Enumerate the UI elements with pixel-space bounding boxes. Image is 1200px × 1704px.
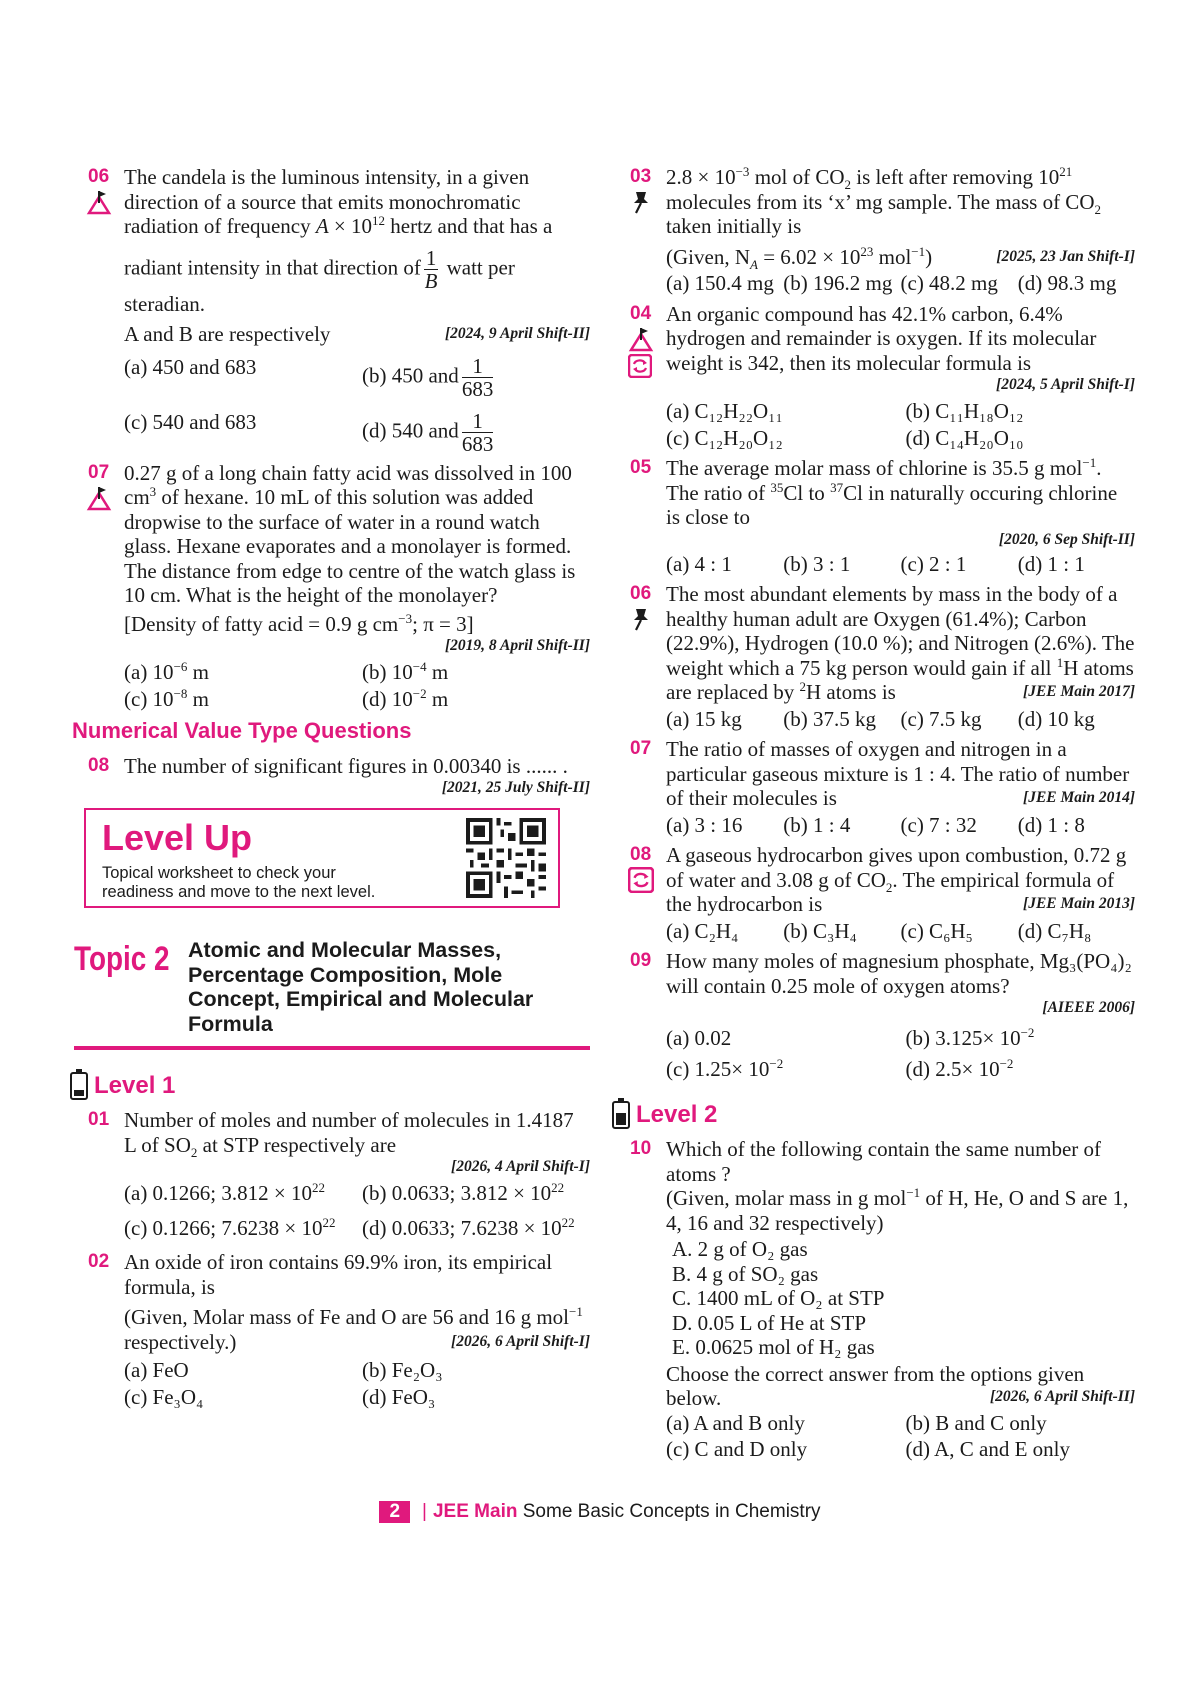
option-d: (d) 0.0633; $7.6238 \times 10^{22}$ — [362, 1214, 575, 1240]
option-a: (a) C₂H₄ — [666, 918, 739, 943]
option-a: (a) A and B only — [666, 1410, 805, 1435]
option-b: (b) 0.0633; $3.812 \times 10^{22}$ — [362, 1180, 565, 1205]
list-item: C. 1400 mL of O₂ at STP — [672, 1286, 885, 1310]
question-07-right: 07 The ratio of masses of oxygen and nitrogen in a particular gaseous mixture is 1 : 4. The ratio of number of their molecules is [JEE Main 2014] (a) 3 : 16 (b) 1 : 4 (c) 7 : 32 (d) 1 : 8 — [630, 737, 1135, 837]
question-07: 07 0.27 g of a long chain fatty acid was dissolved in 100 $cm^3$ of hexane. 10 mL of this solution was added dropwise to the surface of water in a round watch glass. Hexane evaporates and a monolayer is formed. The distance from edge to centre of the watch glass is 10 cm. What is the height of the monolayer? [Density of fatty acid = 0.9 g $cm^{-3}$; π = 3] [2019, 8 April Shift-II] (a) $10^{-6}$ m (b) $10^{-4}$ m (c) $10^{-8}$ m (d) $10^{-2}$ m — [88, 460, 590, 711]
option-d: (d) A, C and E only — [905, 1437, 1070, 1461]
source-tag: [2021, 25 July Shift-II] — [441, 779, 590, 796]
option-c: (c) 48.2 mg — [900, 271, 998, 295]
option-d: (d) C₁₄H₂₀O₁₀ — [905, 425, 1024, 450]
footer-separator: | — [422, 1501, 427, 1522]
refresh-icon — [628, 354, 652, 378]
option-c: (c) 7 : 32 — [900, 812, 977, 837]
list-item: A. 2 g of O₂ gas — [672, 1237, 808, 1261]
question-number: 10 — [630, 1138, 652, 1159]
page-number: 2 — [379, 1501, 410, 1523]
question-08: 08 The number of significant figures in 0.00340 is ...... . [2021, 25 July Shift-II] — [88, 753, 590, 796]
option-b: (b) 450 and $\frac{1}{683}$ — [362, 353, 494, 401]
footer-title: Some Basic Concepts in Chemistry — [522, 1501, 821, 1522]
option-d: (d) $2.5\times 10^{-2}$ — [905, 1055, 1014, 1081]
option-d: (d) 98.3 mg — [1017, 271, 1117, 295]
source-tag: [2026, 6 April Shift-I] — [451, 1332, 590, 1350]
question-number: 08 — [630, 844, 652, 865]
source-tag: [2026, 4 April Shift-I] — [451, 1158, 590, 1175]
option-c: (c) Fe₃O₄ — [124, 1384, 204, 1409]
flag-pyramid-icon — [86, 485, 112, 511]
option-b: (b) 3 : 1 — [783, 551, 851, 576]
option-d: (d) 10 kg — [1017, 706, 1095, 731]
option-c: (c) C and D only — [666, 1437, 808, 1461]
topic-title: Atomic and Molecular Masses, Percentage Composition, Mole Concept, Empirical and Molecular Formula — [188, 938, 534, 1036]
source-tag: [JEE Main 2017] — [1023, 683, 1135, 700]
pin-icon — [628, 606, 654, 632]
option-c: (c) $1.25\times 10^{-2}$ — [666, 1055, 784, 1081]
source-tag: [2026, 6 April Shift-II] — [990, 1387, 1135, 1405]
battery-half-icon — [612, 1101, 630, 1129]
options — [666, 813, 1135, 838]
list-item: E. 0.0625 mol of H₂ gas — [672, 1335, 875, 1359]
options — [666, 271, 1135, 296]
option-b: (b) Fe₂O₃ — [362, 1358, 443, 1382]
options — [124, 660, 590, 711]
question-number: 08 — [88, 754, 110, 776]
question-number: 01 — [88, 1109, 110, 1130]
source-tag: [JEE Main 2013] — [1023, 895, 1135, 912]
source-tag: [2019, 8 April Shift-II] — [445, 637, 590, 654]
options — [124, 1358, 590, 1409]
options — [666, 707, 1135, 732]
level-up-subtitle: Topical worksheet to check your readiness and move to the next level. — [102, 864, 376, 901]
option-b: (b) $3.125\times 10^{-2}$ — [905, 1025, 1035, 1050]
source-tag: [2024, 9 April Shift-II] — [445, 325, 590, 342]
question-number: 03 — [630, 166, 652, 187]
list-item: D. 0.05 L of He at STP — [672, 1310, 867, 1335]
option-c: (c) 7.5 kg — [900, 706, 982, 731]
source-tag: [JEE Main 2014] — [1023, 789, 1135, 806]
level-1-heading: Level 1 — [70, 1072, 590, 1100]
option-c: (c) 2 : 1 — [900, 551, 967, 576]
page-footer — [0, 1501, 1200, 1523]
level-2-heading: Level 2 — [612, 1101, 1135, 1129]
question-10: 10 Which of the following contain the same number of atoms ? (Given, molar mass in g mol$^{-1}$ of H, He, O and S are 1, 4, 16 and 32 respectively) A. 2 g of O₂ gas B. 4 g of SO₂ gas C. 1400 mL of O₂ at STP D. 0.05 L of He at STP E. 0.0625 mol of H₂ gas Choose the correct answer from the options given below. [2026, 6 April Shift-II] (a) A and B only (b) B and C only (c) C and D only (d) A, C and E only — [630, 1137, 1135, 1461]
statement-list — [672, 1237, 1135, 1360]
option-b: (b) 37.5 kg — [783, 706, 876, 731]
question-number: 06 — [88, 166, 110, 187]
topic-header — [74, 938, 590, 1050]
option-b: (b) $10^{-4}$ m — [362, 659, 449, 684]
flag-pyramid-icon — [628, 326, 654, 352]
question-number: 07 — [88, 461, 110, 483]
option-c: (c) 0.1266; $7.6238 \times 10^{22}$ — [124, 1214, 336, 1240]
question-number: 07 — [630, 738, 652, 759]
right-column — [630, 165, 1135, 1466]
option-a: (a) 0.02 — [666, 1026, 732, 1050]
question-08-right: 08 A gaseous hydrocarbon gives upon combustion, 0.72 g of water and 3.08 g of $CO_2$. The empirical formula of the hydrocarbon is [JEE Main 2013] (a) C₂H₄ (b) C₃H₄ (c) C₆H₅ (d) C₇H₈ — [630, 843, 1135, 943]
question-03: 03 $2.8 \times 10^{-3}$ mol of $CO_2$ is left after removing $10^{21}$ molecules from its ‘x’ mg sample. The mass of $CO_2$ taken initially is (Given, $N_A = 6.02 \times 10^{23}$ mol$^{-1}$) [2025, 23 Jan Shift-I] (a) 150.4 mg (b) 196.2 mg (c) 48.2 mg (d) 98.3 mg — [630, 164, 1135, 295]
qr-code-icon[interactable] — [466, 818, 546, 898]
option-d: (d) FeO₃ — [362, 1384, 436, 1409]
option-a: (a) 4 : 1 — [666, 551, 732, 576]
option-d: (d) $10^{-2}$ m — [362, 685, 449, 711]
question-number: 02 — [88, 1251, 110, 1272]
numerical-heading: Numerical Value Type Questions — [72, 718, 412, 743]
source-tag: [2024, 5 April Shift-I] — [996, 376, 1135, 393]
options — [666, 399, 1135, 450]
option-d: (d) 1 : 8 — [1017, 812, 1085, 837]
question-06-right: 06 The most abundant elements by mass in the body of a healthy human adult are Oxygen (61.4%); Carbon (22.9%), Hydrogen (10.0 %); and Nitrogen (2.6%). The weight which a 75 kg person would gain if all $^1$H atoms are replaced by $^2$H atoms is [JEE Main 2017] (a) 15 kg (b) 37.5 kg (c) 7.5 kg (d) 10 kg — [630, 582, 1135, 731]
question-09: 09 How many moles of magnesium phosphate, Mg₃(PO₄)₂ will contain 0.25 mole of oxygen atoms? [AIEEE 2006] (a) 0.02 (b) $3.125\times 10^{-2}$ (c) $1.25\times 10^{-2}$ (d) $2.5\times 10^{-2}$ — [630, 949, 1135, 1081]
pin-icon — [628, 189, 654, 215]
list-item: B. 4 g of SO₂ gas — [672, 1261, 819, 1286]
option-a: (a) FeO — [124, 1358, 189, 1382]
question-number: 04 — [630, 302, 652, 324]
option-a: (a) C₁₂H₂₂O₁₁ — [666, 399, 783, 423]
fraction: $\frac{1}{B}$ — [424, 245, 438, 293]
options — [666, 1026, 1135, 1081]
option-b: (b) 196.2 mg — [783, 271, 893, 295]
option-c: (c) $10^{-8}$ m — [124, 685, 209, 711]
options — [124, 355, 590, 455]
topic-label: Topic 2 — [74, 940, 170, 978]
left-column — [72, 165, 590, 1413]
question-number: 09 — [630, 950, 652, 971]
refresh-icon — [628, 867, 654, 893]
question-01: 01 Number of moles and number of molecules in 1.4187 L of $SO_2$ at STP respectively are [2026, 4 April Shift-I] (a) 0.1266; $3.812 \times 10^{22}$ (b) 0.0633; $3.812 \times 10^{22}$ (c) 0.1266; $7.6238 \times 10^{22}$ (d) 0.0633; $7.6238 \times 10^{22}$ — [88, 1108, 590, 1240]
option-b: (b) 1 : 4 — [783, 812, 851, 837]
source-tag: [2020, 6 Sep Shift-II] — [998, 530, 1135, 548]
option-d: (d) 1 : 1 — [1017, 551, 1085, 576]
footer-brand: JEE Main — [432, 1501, 518, 1522]
option-c: (c) C₁₂H₂₀O₁₂ — [666, 425, 783, 450]
flag-pyramid-icon — [86, 189, 112, 215]
option-a: (a) 450 and 683 — [124, 354, 257, 379]
options — [666, 552, 1135, 577]
question-number: 06 — [630, 583, 652, 604]
option-a: (a) 15 kg — [666, 706, 742, 731]
option-c: (c) 540 and 683 — [124, 409, 257, 434]
battery-low-icon — [70, 1072, 88, 1100]
question-04: 04 An organic compound has 42.1% carbon, 6.4% hydrogen and remainder is oxygen. If its molecular weight is 342, then its molecular formula is [2024, 5 April Shift-I] (a) C₁₂H₂₂O₁₁ (b) C₁₁H₁₈O₁₂ (c) C₁₂H₂₀O₁₂ (d) C₁₄H₂₀O₁₀ — [630, 301, 1135, 450]
option-a: (a) 0.1266; $3.812 \times 10^{22}$ — [124, 1180, 325, 1205]
level-up-title: Level Up — [102, 817, 253, 858]
question-02: 02 An oxide of iron contains 69.9% iron, its empirical formula, is (Given, Molar mass of Fe and O are 56 and 16 g mol$^{-1}$ respectively.) [2026, 6 April Shift-I] (a) FeO (b) Fe₂O₃ (c) Fe₃O₄ (d) FeO₃ — [88, 1250, 590, 1409]
option-b: (b) C₁₁H₁₈O₁₂ — [905, 399, 1024, 423]
option-c: (c) C₆H₅ — [900, 918, 973, 943]
level-up-box[interactable] — [84, 808, 560, 908]
option-d: (d) 540 and $\frac{1}{683}$ — [362, 408, 494, 456]
question-06: 06 The candela is the luminous intensity, in a given direction of a source that emits monochromatic radiation of frequency $A \times 10^{12}$ hertz and that has a radiant intensity in that direction of $\frac{1}{B}$ watt per steradian. [2024, 9 April Shift-II] A and B are respectively (a) 450 and 683 (b) 450 and $\frac{1}{683}$ (c) 540 and 683 (d) 540 and $\frac{1}{683}$ — [88, 165, 590, 456]
source-tag: [AIEEE 2006] — [1042, 999, 1135, 1016]
option-a: (a) 150.4 mg — [666, 271, 774, 295]
question-number: 05 — [630, 457, 652, 478]
options — [666, 1411, 1135, 1462]
option-d: (d) C₇H₈ — [1017, 918, 1092, 943]
option-b: (b) B and C only — [905, 1410, 1047, 1435]
option-a: (a) $10^{-6}$ m — [124, 659, 209, 684]
options — [124, 1181, 590, 1240]
option-b: (b) C₃H₄ — [783, 918, 857, 943]
option-a: (a) 3 : 16 — [666, 812, 743, 837]
question-05: 05 The average molar mass of chlorine is 35.5 g mol$^{-1}$. The ratio of $^{35}$Cl to $^{37}$Cl in naturally occuring chlorine is close to [2020, 6 Sep Shift-II] (a) 4 : 1 (b) 3 : 1 (c) 2 : 1 (d) 1 : 1 — [630, 455, 1135, 576]
source-tag: [2025, 23 Jan Shift-I] — [996, 247, 1135, 265]
options — [666, 919, 1135, 944]
